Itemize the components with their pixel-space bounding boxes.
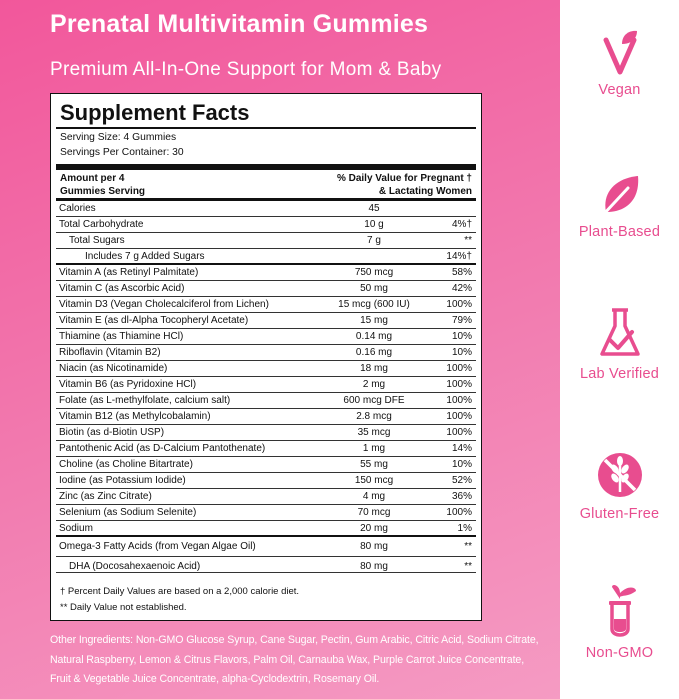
wheat-crossed-icon	[595, 450, 645, 500]
badge-label: Gluten-Free	[579, 506, 660, 522]
table-row	[56, 313, 476, 329]
badge-label: Plant-Based	[578, 224, 661, 240]
other-ingredients	[50, 631, 550, 690]
table-row	[56, 233, 476, 249]
nutrient-name: Vitamin C (as Ascorbic Acid)	[59, 283, 185, 294]
nutrient-amount: 1 mg	[362, 443, 386, 454]
nutrient-daily-value: 100%	[446, 411, 472, 422]
table-row	[56, 217, 476, 233]
table-row	[56, 377, 476, 393]
nutrient-name: Pantothenic Acid (as D-Calcium Pantothenate)	[59, 443, 266, 454]
ingredients-line: Other Ingredients: Non-GMO Glucose Syrup, Cane Sugar, Pectin, Gum Arabic, Citric Acid, Sodium Citrate,	[50, 634, 539, 646]
nutrient-daily-value: 100%	[446, 507, 472, 518]
badge-label: Non-GMO	[585, 645, 654, 661]
nutrient-daily-value: 10%	[451, 331, 472, 342]
nutrient-amount: 150 mcg	[354, 475, 394, 486]
supplement-facts-panel	[50, 93, 482, 621]
nutrient-name: Calories	[59, 203, 96, 214]
table-row	[56, 265, 476, 281]
nutrient-name: Vitamin D3 (Vegan Cholecalciferol from Lichen)	[59, 299, 269, 310]
nutrient-daily-value: 1%	[457, 523, 472, 534]
nutrient-daily-value: **	[464, 561, 472, 572]
nutrient-daily-value: 100%	[446, 299, 472, 310]
nutrient-daily-value: 36%	[451, 491, 472, 502]
table-row	[56, 457, 476, 473]
nutrient-amount: 15 mg	[360, 315, 388, 326]
nutrient-amount: 80 mg	[360, 561, 388, 572]
divider	[56, 127, 476, 129]
product-subtitle: Premium All-In-One Support for Mom & Baby	[50, 59, 442, 80]
nutrient-amount: 80 mg	[360, 541, 388, 552]
nutrient-name: Vitamin B6 (as Pyridoxine HCl)	[59, 379, 197, 390]
badge-gluten-free	[560, 450, 679, 522]
nutrient-name: DHA (Docosahexaenoic Acid)	[69, 561, 201, 572]
product-title: Prenatal Multivitamin Gummies	[50, 10, 429, 38]
ingredients-line: Natural Raspberry, Lemon & Citrus Flavors, Palm Oil, Carnauba Wax, Purple Carrot Juice Concentrate,	[50, 653, 525, 666]
nutrient-daily-value: 100%	[446, 363, 472, 374]
amount-header	[60, 172, 145, 198]
nutrient-amount: 50 mg	[360, 283, 388, 294]
nutrient-amount: 70 mcg	[357, 507, 391, 518]
table-row	[56, 249, 476, 265]
nutrient-name: Omega-3 Fatty Acids (from Vegan Algae Oil)	[59, 541, 256, 552]
dv-header-line: % Daily Value for Pregnant †	[336, 173, 472, 184]
nutrient-name: Folate (as L-methylfolate, calcium salt)	[59, 395, 231, 406]
nutrient-amount: 20 mg	[360, 523, 388, 534]
table-row	[56, 329, 476, 345]
nutrient-amount: 2.8 mcg	[356, 411, 392, 422]
amount-header-line: Amount per 4	[60, 173, 125, 184]
vegan-icon	[600, 30, 640, 76]
nutrient-name: Iodine (as Potassium Iodide)	[59, 475, 186, 486]
table-row	[56, 521, 476, 537]
table-row	[56, 505, 476, 521]
nutrient-daily-value: 42%	[451, 283, 472, 294]
nutrient-daily-value: 79%	[451, 315, 472, 326]
badge-label: Lab Verified	[580, 366, 659, 382]
table-row	[56, 409, 476, 425]
nutrient-name: Vitamin A (as Retinyl Palmitate)	[59, 267, 199, 278]
nutrient-name: Vitamin E (as dl-Alpha Tocopheryl Acetate)	[59, 315, 249, 326]
badge-vegan	[560, 30, 679, 98]
nutrient-daily-value: 52%	[451, 475, 472, 486]
nutrient-daily-value: **	[464, 541, 472, 552]
supplement-facts-title: Supplement Facts	[60, 100, 250, 125]
nutrient-name: Biotin (as d-Biotin USP)	[59, 427, 165, 438]
table-row	[56, 201, 476, 217]
nutrient-amount: 2 mg	[362, 379, 386, 390]
table-row	[56, 473, 476, 489]
nutrient-amount: 600 mcg DFE	[343, 395, 405, 406]
nutrient-amount: 35 mcg	[357, 427, 391, 438]
nutrient-name: Sodium	[59, 523, 93, 534]
dv-header-line: & Lactating Women	[378, 186, 472, 197]
serving-size: Serving Size: 4 Gummies	[60, 132, 177, 143]
nutrient-daily-value: **	[464, 235, 472, 246]
nutrient-daily-value: 100%	[446, 395, 472, 406]
nutrient-name: Selenium (as Sodium Selenite)	[59, 507, 197, 518]
nutrient-daily-value: 100%	[446, 427, 472, 438]
nutrient-amount: 750 mcg	[354, 267, 394, 278]
table-row	[56, 281, 476, 297]
table-row	[56, 441, 476, 457]
nutrient-daily-value: 100%	[446, 379, 472, 390]
table-row	[56, 425, 476, 441]
footnote-not-established: ** Daily Value not established.	[60, 602, 187, 613]
leaf-icon	[598, 172, 642, 218]
nutrient-name: Zinc (as Zinc Citrate)	[59, 491, 152, 502]
nutrient-daily-value: 10%	[451, 347, 472, 358]
nutrient-daily-value: 14%	[451, 443, 472, 454]
thick-divider	[56, 164, 476, 170]
nutrient-daily-value: 58%	[451, 267, 472, 278]
nutrient-daily-value: 14%†	[446, 251, 472, 262]
nutrient-amount: 0.16 mg	[355, 347, 393, 358]
nutrient-amount: 0.14 mg	[355, 331, 393, 342]
nutrient-amount: 55 mg	[360, 459, 388, 470]
table-row	[56, 557, 476, 573]
nutrient-name: Niacin (as Nicotinamide)	[59, 363, 168, 374]
nutrient-amount: 4 mg	[362, 491, 386, 502]
table-row	[56, 537, 476, 557]
flask-check-icon	[598, 306, 642, 360]
test-tube-sprout-icon	[602, 585, 638, 639]
nutrient-amount: 10 g	[364, 219, 384, 230]
table-row	[56, 393, 476, 409]
badge-plant-based	[560, 172, 679, 240]
facts-table	[56, 201, 476, 573]
nutrient-name: Vitamin B12 (as Methylcobalamin)	[59, 411, 211, 422]
nutrient-amount: 18 mg	[360, 363, 388, 374]
badge-lab-verified	[560, 306, 679, 382]
nutrient-daily-value: 10%	[451, 459, 472, 470]
badge-non-gmo	[560, 585, 679, 661]
nutrient-name: Total Sugars	[69, 235, 125, 246]
nutrient-amount: 15 mcg (600 IU)	[338, 299, 410, 310]
badge-label: Vegan	[598, 82, 641, 98]
nutrient-name: Total Carbohydrate	[59, 219, 144, 230]
nutrient-daily-value: 4%†	[451, 219, 472, 230]
amount-header-line: Gummies Serving	[60, 186, 146, 197]
table-row	[56, 345, 476, 361]
nutrient-amount: 7 g	[367, 235, 381, 246]
table-row	[56, 489, 476, 505]
ingredients-line: Fruit & Vegetable Juice Concentrate, alpha-Cyclodextrin, Rosemary Oil.	[50, 673, 380, 686]
servings-per-container: Servings Per Container: 30	[60, 147, 184, 158]
nutrient-name: Riboflavin (Vitamin B2)	[59, 347, 161, 358]
badge-column	[560, 0, 679, 699]
nutrient-name: Thiamine (as Thiamine HCl)	[59, 331, 184, 342]
footnote-dv: † Percent Daily Values are based on a 2,000 calorie diet.	[60, 586, 300, 597]
nutrient-name: Choline (as Choline Bitartrate)	[59, 459, 193, 470]
table-row	[56, 361, 476, 377]
table-row	[56, 297, 476, 313]
daily-value-header	[337, 172, 472, 198]
nutrient-amount: 45	[368, 203, 380, 214]
nutrient-name: Includes 7 g Added Sugars	[85, 251, 205, 262]
